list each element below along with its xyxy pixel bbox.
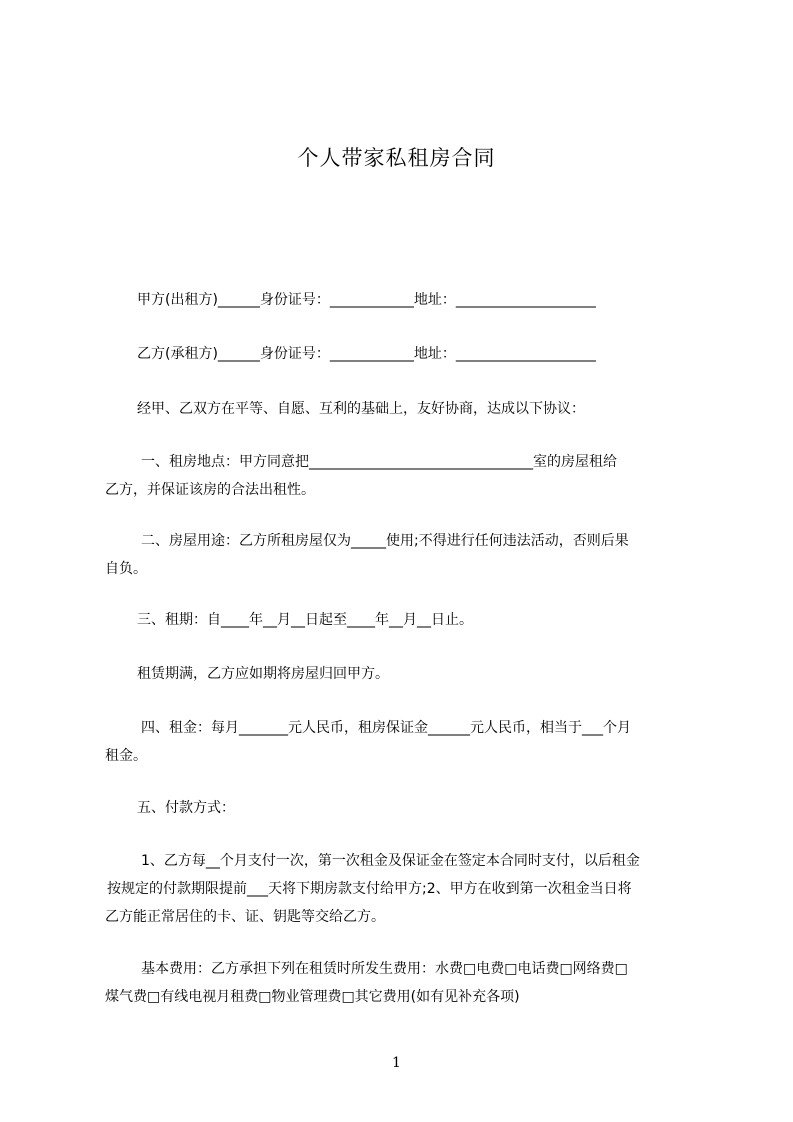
clause-2-line-1: 二、房屋用途：乙方所租房屋仅为_____使用;不得进行任何违法活动，否则后果 [141, 533, 629, 549]
clause-5-heading: 五、付款方式： [137, 800, 235, 816]
clause-1-line-1: 一、租房地点：甲方同意把________________________________室的房屋租给 [141, 454, 617, 470]
party-a-line: 甲方(出租方)______身份证号：____________地址：____________________ [137, 292, 596, 308]
payment-line-3: 乙方能正常居住的卡、证、钥匙等交给乙方。 [105, 909, 385, 925]
clause-2-line-2: 自负。 [105, 561, 147, 577]
clause-4-line-1: 四、租金：每月_______元人民币，租房保证金______元人民币，相当于___个月 [141, 720, 631, 736]
payment-line-1: 1、乙方每__个月支付一次，第一次租金及保证金在签定本合同时支付，以后租金 [141, 853, 640, 869]
clause-4-line-2: 租金。 [105, 748, 147, 764]
document-title: 个人带家私租房合同 [297, 146, 496, 170]
intro-paragraph: 经甲、乙双方在平等、自愿、互利的基础上，友好协商，达成以下协议： [137, 401, 585, 417]
page-number: 1 [392, 1055, 401, 1071]
fees-line-1: 基本费用：乙方承担下列在租赁时所发生费用：水费□电费□电话费□网络费□ [141, 961, 628, 977]
party-b-line: 乙方(承租方)______身份证号：____________地址：____________________ [137, 346, 596, 362]
fees-line-2: 煤气费□有线电视月租费□物业管理费□其它费用(如有见补充各项) [105, 989, 520, 1005]
clause-3: 三、租期：自____年__月__日起至____年__月__日止。 [137, 612, 473, 628]
clause-1-line-2: 乙方，并保证该房的合法出租性。 [105, 482, 315, 498]
payment-line-2: 按规定的付款期限提前___天将下期房款支付给甲方;2、甲方在收到第一次租金当日将 [107, 881, 632, 897]
clause-3-note: 租赁期满，乙方应如期将房屋归回甲方。 [137, 666, 389, 682]
